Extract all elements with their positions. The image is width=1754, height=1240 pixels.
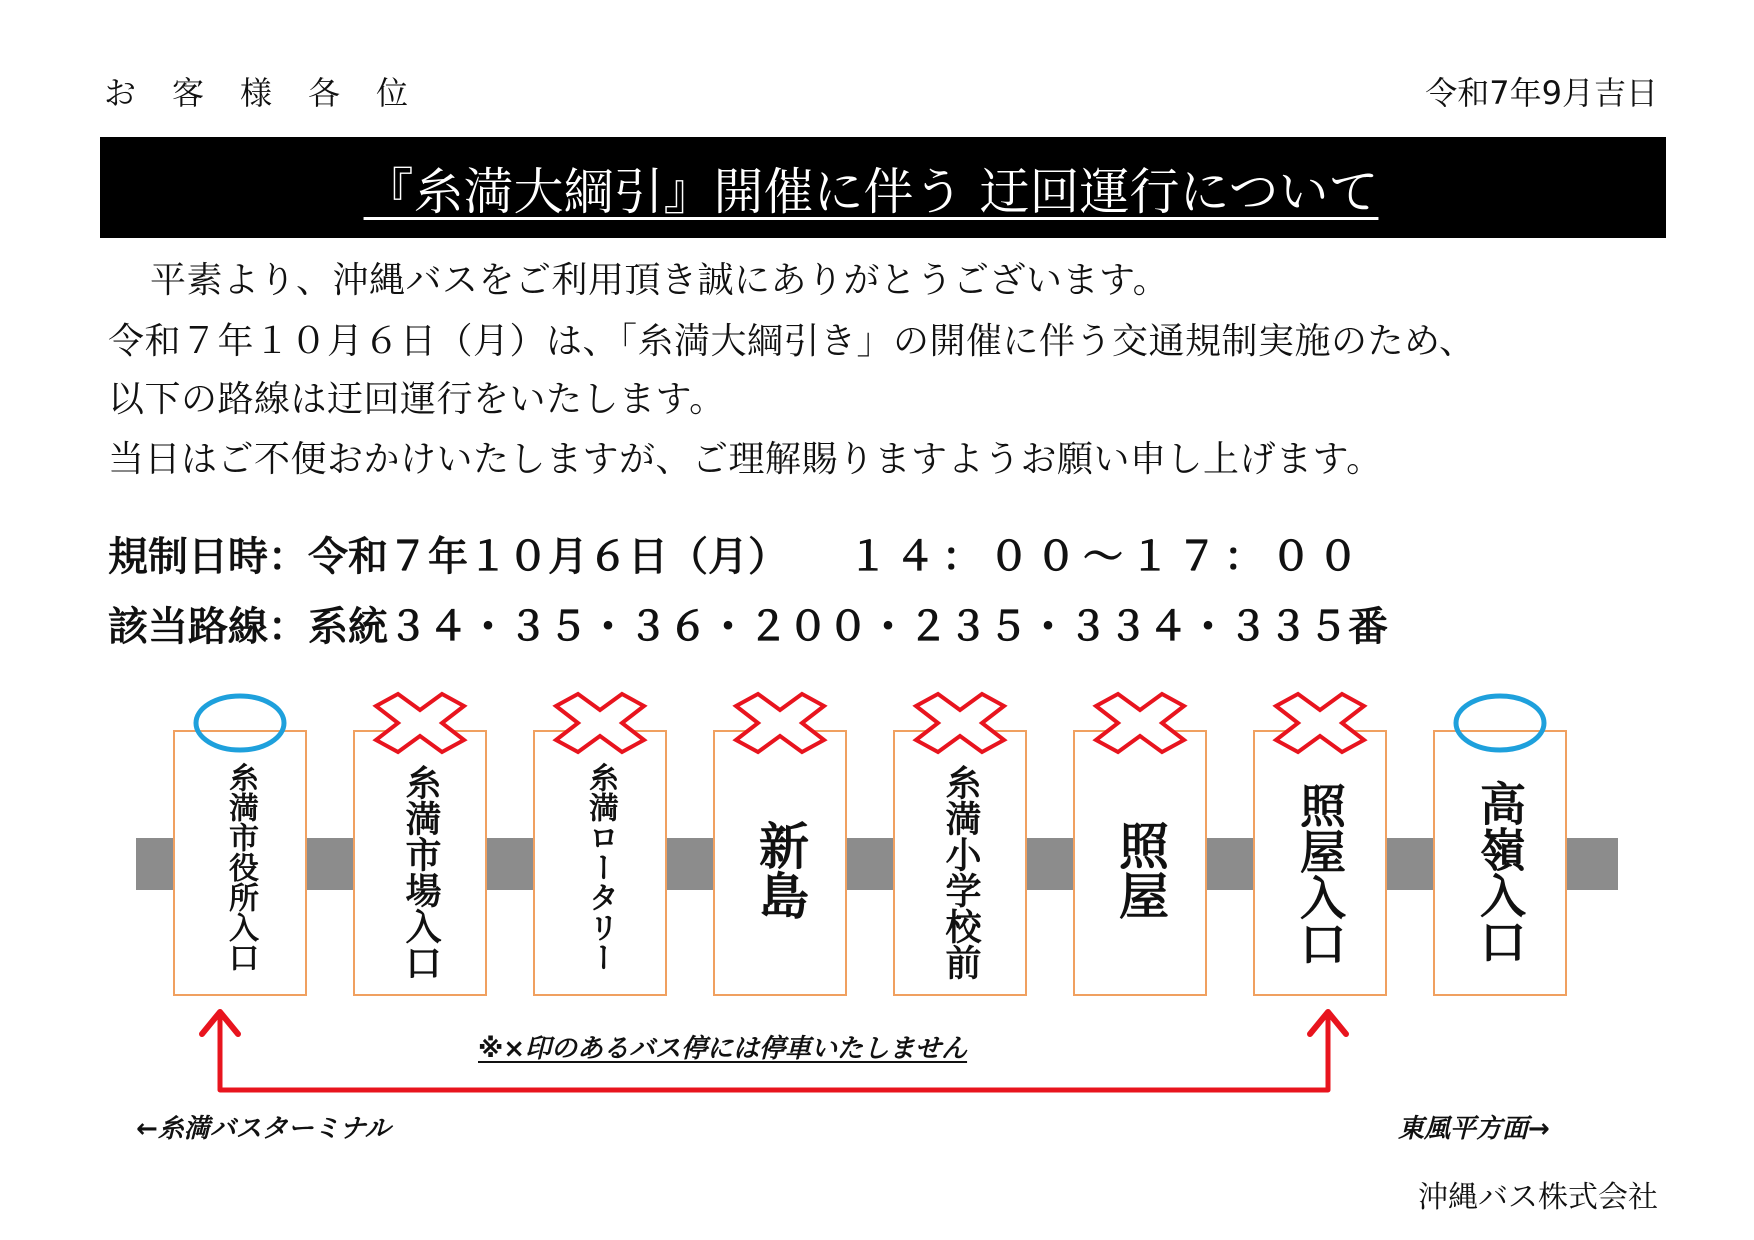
bus-stop-name: 糸満ロータリー xyxy=(583,762,618,972)
bus-stop-name: 糸満市場入口 xyxy=(400,764,441,980)
regulation-date: 令和７年１０月６日（月） xyxy=(308,534,788,580)
bus-stop-name: 高嶺入口 xyxy=(1473,780,1527,964)
bus-stop xyxy=(533,730,667,996)
bus-stop xyxy=(1433,730,1567,996)
cross-icon xyxy=(1272,690,1368,756)
cross-icon xyxy=(552,690,648,756)
greeting-text: 平素より、沖縄バスをご利用頂き誠にありがとうございます。 xyxy=(150,260,1170,301)
circle-icon xyxy=(1452,690,1548,756)
routes-label: 該当路線： xyxy=(108,604,308,650)
regulation-label: 規制日時： xyxy=(108,534,308,580)
addressee: お客様各位 xyxy=(104,74,445,112)
bus-stop-name: 糸満市役所入口 xyxy=(223,762,258,972)
cross-icon xyxy=(1092,690,1188,756)
cross-icon xyxy=(912,690,1008,756)
announcement-text: 令和７年１０月６日（月）は、「糸満大綱引き」の開催に伴う交通規制実施のため、 xyxy=(108,321,1476,362)
direction-right: 東風平方面→ xyxy=(1398,1114,1550,1144)
no-stop-note: ※×印のあるバス停には停車いたしません xyxy=(478,1034,968,1064)
bus-stop-name: 照屋 xyxy=(1111,820,1169,920)
circle-icon xyxy=(192,690,288,756)
bus-stop xyxy=(713,730,847,996)
cross-icon xyxy=(372,690,468,756)
title-bar xyxy=(100,137,1666,238)
apology-text: 当日はご不便おかけいたしますが、ご理解賜りますようお願い申し上げます。 xyxy=(108,439,1383,480)
bus-stop-name: 新島 xyxy=(751,820,809,920)
affected-routes xyxy=(108,595,1388,652)
bus-stop xyxy=(173,730,307,996)
detour-text: 以下の路線は迂回運行をいたします。 xyxy=(108,379,726,420)
page-title: 『糸満大綱引』開催に伴う 迂回運行について xyxy=(363,162,1379,221)
bus-stop-name: 糸満小学校前 xyxy=(940,764,981,980)
bus-stop xyxy=(1253,730,1387,996)
bus-stop xyxy=(353,730,487,996)
routes-value: 系統３４・３５・３６・２００・２３５・３３４・３３５番 xyxy=(308,604,1388,650)
issue-date: 令和7年9月吉日 xyxy=(1425,74,1658,112)
bus-stop xyxy=(893,730,1027,996)
bus-stop-name: 照屋入口 xyxy=(1293,782,1347,966)
direction-left: ←糸満バスターミナル xyxy=(136,1114,391,1144)
regulation-time: １４：００～１７：００ xyxy=(848,534,1365,580)
regulation-datetime xyxy=(108,525,1365,582)
cross-icon xyxy=(732,690,828,756)
bus-stop xyxy=(1073,730,1207,996)
company-name: 沖縄バス株式会社 xyxy=(1418,1180,1658,1215)
